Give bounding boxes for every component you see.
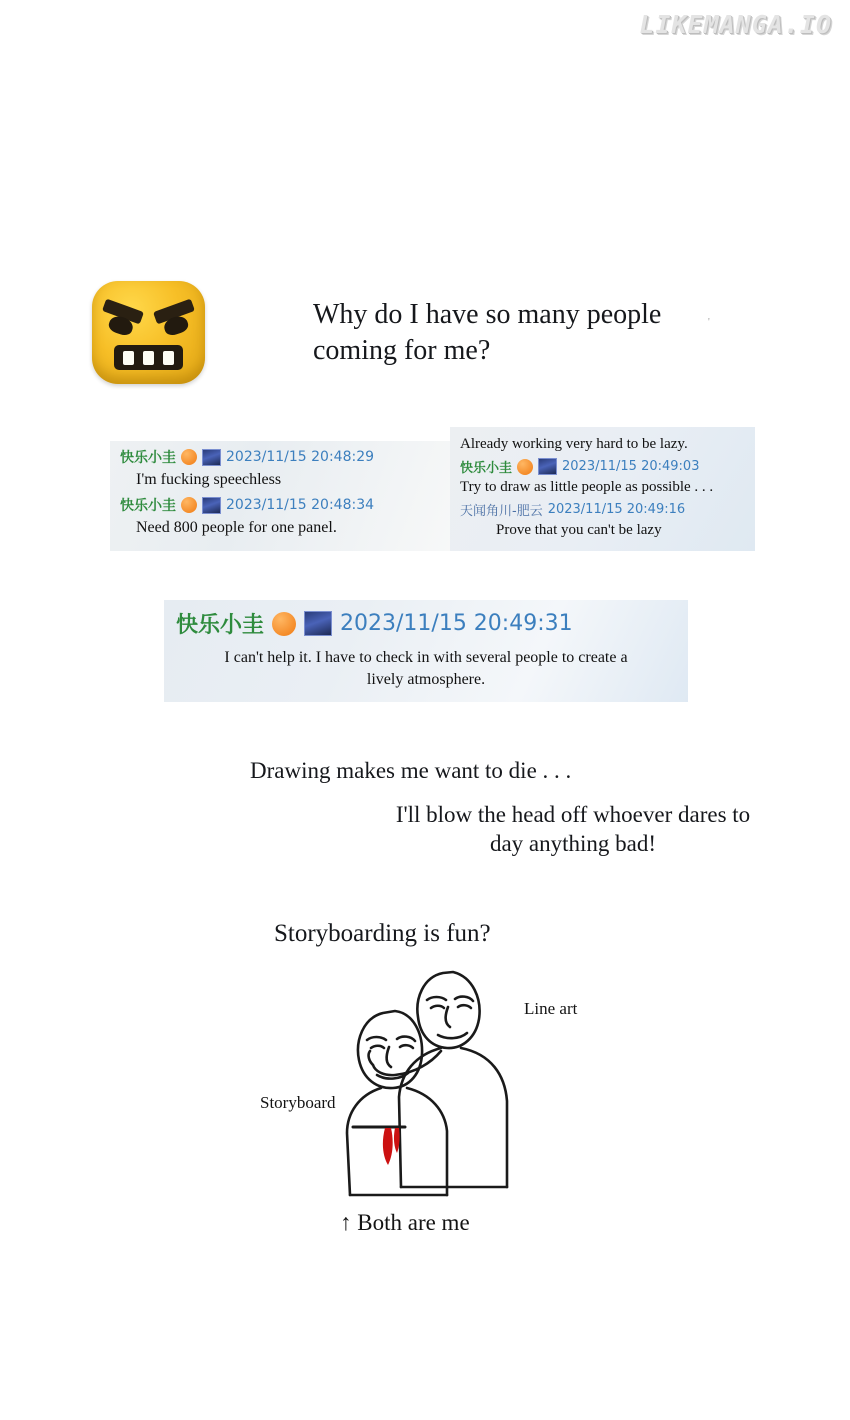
chat-message-header <box>120 447 440 467</box>
chat-message-text: Prove that you can't be lazy <box>496 522 662 538</box>
storyboard-right-brow <box>397 1037 415 1041</box>
chat-timestamp: 2023/11/15 20:48:34 <box>226 497 375 513</box>
chat-nickname: 快乐小圭 <box>120 450 176 466</box>
storyboard-left-eye <box>371 1046 384 1048</box>
site-watermark: LIKEMANGA.IO <box>639 10 832 39</box>
orange-rocket-icon <box>517 459 533 475</box>
chat-message-text: I'm fucking speechless <box>136 471 282 488</box>
lineart-left-eye <box>431 1006 444 1008</box>
storyboard-nose <box>387 1047 391 1067</box>
chat-timestamp: 2023/11/15 20:49:16 <box>547 502 686 517</box>
chat-message-header <box>176 608 676 639</box>
chat-nickname: 快乐小圭 <box>176 613 265 638</box>
chat-timestamp: 2023/11/15 20:48:29 <box>226 449 375 465</box>
chat-message-header <box>460 457 745 476</box>
narration-blow-line: I'll blow the head off whoever dares to day anything bad! <box>395 802 751 857</box>
emoji-tooth <box>143 351 154 365</box>
blue-level-icon <box>202 497 221 514</box>
label-storyboard: Storyboard <box>260 1093 336 1112</box>
lineart-nose <box>446 1007 450 1027</box>
blood-drip <box>383 1128 400 1165</box>
chat-message-text: Need 800 people for one panel. <box>136 519 337 536</box>
lineart-hugging-arm <box>373 1051 441 1075</box>
orange-rocket-icon <box>181 497 197 513</box>
lineart-body-right <box>461 1048 507 1187</box>
chat-nickname: 天闻角川-肥云 <box>460 504 543 519</box>
chat-message-text: I can't help it. I have to check in with several people to create a lively atmosphere. <box>224 649 628 688</box>
emoji-tooth <box>163 351 174 365</box>
narration-why-line: Why do I have so many people coming for me? <box>313 299 662 366</box>
chat-timestamp: 2023/11/15 20:49:31 <box>340 611 573 636</box>
storyboard-left-brow <box>367 1037 386 1040</box>
emoji-gritted-mouth <box>114 345 183 370</box>
stray-punctuation-mark: ' <box>708 317 710 328</box>
blue-level-icon <box>202 449 221 466</box>
angry-face-emoji <box>92 281 205 384</box>
narration-drawing-line: Drawing makes me want to die . . . <box>250 758 572 783</box>
chat-nickname: 快乐小圭 <box>460 461 513 476</box>
lineart-right-eye <box>458 1005 471 1008</box>
narration-storyboard-fun: Storyboarding is fun? <box>274 920 491 947</box>
lineart-right-brow <box>455 997 473 1001</box>
chat-message-header <box>460 500 745 519</box>
chat-message-text: Already working very hard to be lazy. <box>460 436 688 452</box>
lineart-hand <box>369 1051 373 1065</box>
lineart-left-brow <box>427 997 446 1000</box>
label-both-are-me: ↑ Both are me <box>340 1210 470 1235</box>
orange-rocket-icon <box>181 449 197 465</box>
storyboard-right-eye <box>400 1045 413 1048</box>
blue-level-icon <box>304 611 332 636</box>
chat-timestamp: 2023/11/15 20:49:03 <box>562 459 700 474</box>
lineart-mouth <box>438 1033 467 1038</box>
storyboard-head <box>358 1011 422 1088</box>
chat-message-header <box>120 495 440 515</box>
orange-rocket-icon <box>272 612 296 636</box>
wojak-illustration <box>255 955 595 1205</box>
lineart-head <box>417 972 479 1048</box>
chat-screenshot-right <box>450 427 755 551</box>
chat-nickname: 快乐小圭 <box>120 498 176 514</box>
storyboard-body-right <box>407 1088 447 1195</box>
chat-screenshot-center <box>164 600 688 702</box>
emoji-tooth <box>123 351 134 365</box>
storyboard-body-left <box>347 1088 381 1195</box>
blue-level-icon <box>538 458 557 475</box>
label-line-art: Line art <box>524 999 578 1018</box>
chat-screenshot-left <box>110 441 450 551</box>
chat-message-text: Try to draw as little people as possible . . . <box>460 479 714 495</box>
